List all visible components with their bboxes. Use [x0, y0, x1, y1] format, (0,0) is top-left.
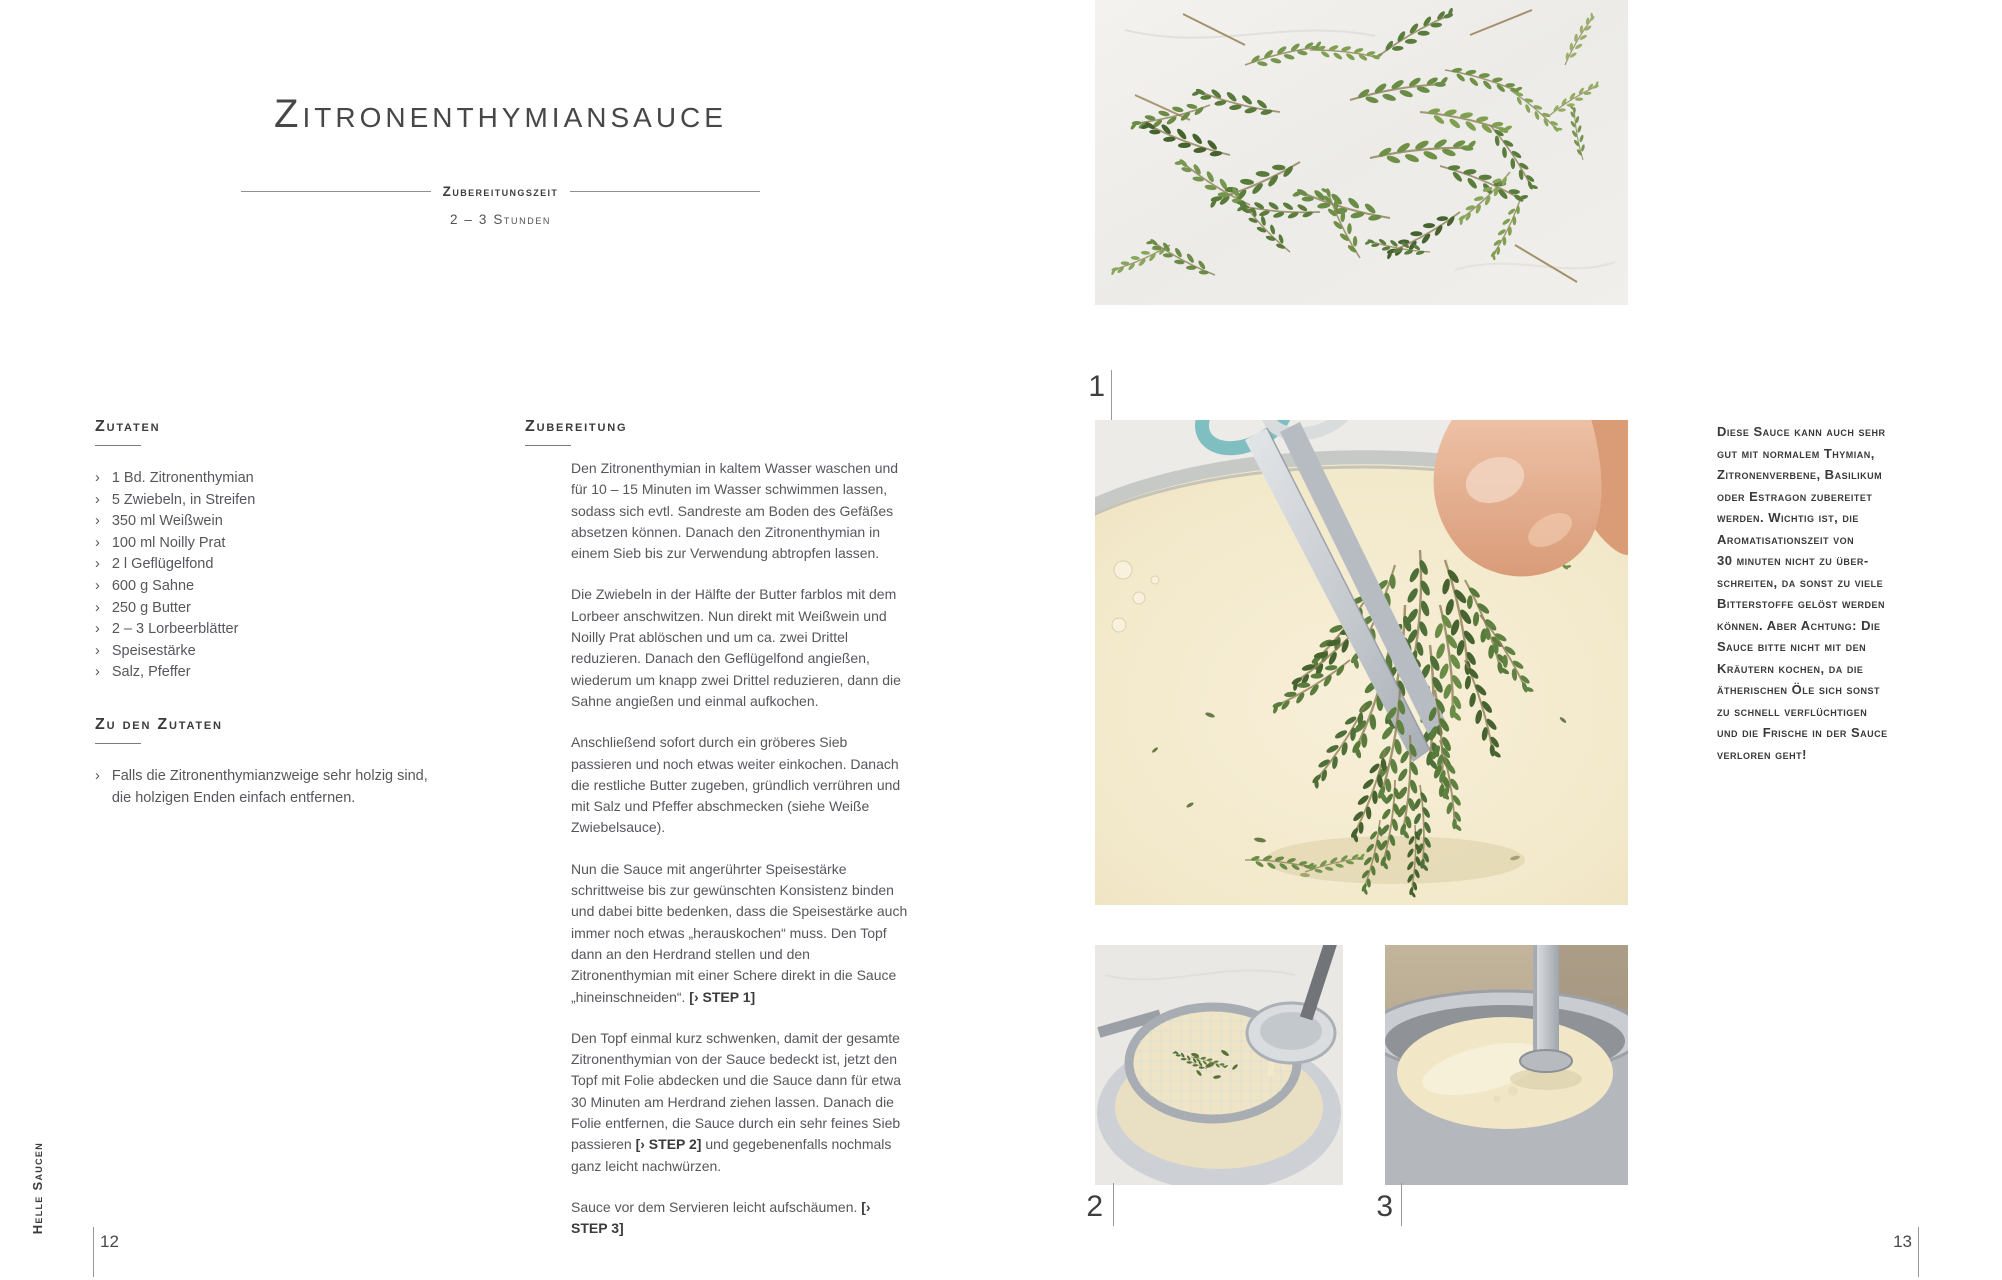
ingredients-heading: Zutaten — [95, 418, 161, 435]
heading-rule — [95, 445, 141, 446]
ingredients-section — [95, 418, 475, 684]
photo-step-label-2: 2 — [1086, 1190, 1103, 1223]
page-right — [1001, 0, 2002, 1280]
bullet-glyph: › — [95, 664, 100, 681]
preparation-section — [525, 418, 920, 1237]
bullet-glyph: › — [95, 513, 100, 530]
preparation-paragraph — [571, 458, 909, 564]
list-item — [95, 641, 475, 663]
list-item — [95, 468, 475, 490]
margin-note-line: und die Frische in der Sauce — [1717, 725, 1888, 740]
photo-cutting-thyme-into-sauce — [1095, 420, 1628, 905]
preparation-paragraph — [571, 1028, 909, 1177]
list-item — [95, 662, 475, 684]
item-text: 2 – 3 Lorbeerblätter — [111, 621, 239, 638]
preparation-paragraph — [571, 584, 909, 712]
item-text: Speisestärke — [111, 642, 196, 659]
photo-step-label-1: 1 — [1088, 370, 1105, 403]
preparation-paragraphs — [571, 458, 909, 1260]
bullet-glyph: › — [95, 491, 100, 508]
paragraph-text: Den Zitronenthymian in kaltem Wasser waschen und für 10 – 15 Minuten im Wasser schwimmen lassen, sodass sich evtl. Sandreste am Boden des Gefäßes absetzen können. Danach den Zitronenthymian in einem Sieb bis zur Verwendung abtropfen lassen. — [571, 460, 899, 562]
item-text: 100 ml Noilly Prat — [111, 534, 226, 551]
photo-blending-svg — [1385, 945, 1628, 1185]
heading-rule — [95, 743, 141, 744]
margin-note-line: schreiten, da sonst zu viele — [1717, 574, 1884, 590]
photo-cutting-svg — [1095, 420, 1628, 905]
item-text: 5 Zwiebeln, in Streifen — [111, 491, 256, 508]
list-item — [95, 511, 475, 533]
bullet-glyph: › — [95, 577, 100, 594]
margin-note-line: zu schnell verflüchtigen — [1717, 703, 1868, 719]
preparation-paragraph — [571, 859, 909, 1008]
bullet-glyph: › — [95, 599, 100, 616]
margin-note-line: können. Aber Achtung: Die — [1717, 617, 1881, 633]
list-item — [95, 576, 475, 598]
ingredient-notes-heading: Zu den Zutaten — [95, 716, 223, 733]
margin-note-line: Bitterstoffe gelöst werden — [1717, 596, 1885, 611]
list-item — [95, 533, 475, 555]
step-reference: [› STEP 3] — [571, 1198, 871, 1237]
item-text: 350 ml Weißwein — [111, 513, 223, 530]
margin-note-line: Sauce bitte nicht mit den — [1717, 639, 1867, 654]
preparation-heading: Zubereitung — [525, 418, 628, 435]
margin-note-line: Kräutern kochen, da die — [1717, 660, 1864, 676]
item-text: 2 l Geflügelfond — [111, 556, 214, 573]
item-text: 1 Bd. Zitronenthymian — [111, 470, 254, 486]
recipe-title: Zitronenthymiansauce — [274, 92, 727, 136]
margin-note-line: gut mit normalem Thymian, — [1717, 445, 1875, 461]
margin-note — [1717, 421, 1888, 765]
step-label-rule-1 — [1111, 370, 1112, 420]
page-number-rule — [93, 1227, 94, 1277]
ingredients-list — [95, 468, 475, 684]
decorative-rule-right — [570, 191, 760, 192]
preparation-paragraph — [571, 1197, 909, 1240]
margin-note-line: werden. Wichtig ist, die — [1717, 510, 1859, 525]
ingredient-notes-list — [95, 766, 490, 809]
list-item — [95, 490, 475, 512]
decorative-rule-left — [241, 191, 431, 192]
item-text: Salz, Pfeffer — [111, 664, 191, 681]
item-text: 250 g Butter — [111, 599, 191, 616]
step-reference: [› STEP 2] — [635, 1136, 702, 1153]
page-number-right: 13 — [1893, 1232, 1912, 1251]
paragraph-text: und gegebenenfalls nochmals ganz leicht nachwürzen. — [571, 1136, 892, 1174]
list-item — [95, 766, 447, 809]
chapter-label: Helle Saucen — [30, 1142, 45, 1235]
item-text: 600 g Sahne — [111, 577, 195, 594]
margin-note-line: Zitronenverbene, Basilikum — [1717, 467, 1883, 482]
margin-note-line: verloren geht! — [1717, 746, 1807, 762]
margin-note-line: ätherischen Öle sich sonst — [1717, 682, 1880, 697]
bullet-glyph: › — [95, 556, 100, 573]
ingredient-notes-section — [95, 716, 490, 809]
margin-note-line: oder Estragon zubereitet — [1717, 488, 1873, 504]
blender-bell — [1520, 1050, 1572, 1072]
photo-straining-svg — [1095, 945, 1343, 1185]
page-number-left: 12 — [100, 1232, 119, 1251]
photo-step-label-3: 3 — [1376, 1190, 1393, 1223]
photo-thyme-bunch — [1095, 0, 1628, 305]
bullet-glyph: › — [95, 768, 100, 784]
page-number-rule — [1918, 1227, 1919, 1277]
preparation-paragraph — [571, 732, 909, 838]
photo-blending-sauce — [1385, 945, 1628, 1185]
step-reference: [› STEP 1] — [689, 988, 756, 1005]
prep-time-block — [0, 184, 1001, 199]
paragraph-text: Die Zwiebeln in der Hälfte der Butter farblos mit dem Lorbeer anschwitzen. Nun direkt mit Weißwein und Noilly Prat ablöschen und um ca. zwei Drittel reduzieren. Danach den Geflügelfond angießen, wiederum um knapp zwei Drittel reduzieren, dann die Sahne angießen und einmal aufkochen. — [571, 586, 901, 709]
prep-time-label: Zubereitungszeit — [442, 184, 559, 199]
prep-time-value: 2 – 3 Stunden — [449, 212, 552, 227]
margin-note-line: Aromatisationszeit von — [1717, 531, 1855, 547]
heading-rule — [525, 445, 571, 446]
step-label-rule-3 — [1401, 1183, 1402, 1226]
paragraph-text: Nun die Sauce mit angerührter Speisestärke schrittweise bis zur gewünschten Konsistenz binden und dabei bitte bedenken, dass die Speisestärke auch immer noch etwas „herauskochen“ muss. Den Topf dann an den Herdrand stellen und den Zitronenthymian mit einer Schere direkt in die Sauce „hineinschneiden“. — [571, 860, 908, 1005]
list-item — [95, 619, 475, 641]
paragraph-text: Den Topf einmal kurz schwenken, damit der gesamte Zitronenthymian von der Sauce bedeckt ist, jetzt den Topf mit Folie abdecken und die Sauce dann für etwa 30 Minuten am Herdrand ziehen lassen. Danach die Folie entfernen, die Sauce durch ein sehr feines Sieb passieren — [571, 1029, 901, 1153]
step-label-rule-2 — [1113, 1183, 1114, 1226]
bullet-glyph: › — [95, 534, 100, 551]
margin-note-line: Diese Sauce kann auch sehr — [1717, 424, 1886, 439]
bullet-glyph: › — [95, 621, 100, 638]
bullet-glyph: › — [95, 642, 100, 659]
item-text: Falls die Zitronenthymianzweige sehr holzig sind, die holzigen Enden einfach entfernen. — [111, 768, 428, 806]
photo-thyme-bunch-svg — [1095, 0, 1628, 305]
margin-note-line: 30 minuten nicht zu über- — [1717, 553, 1869, 568]
paragraph-text: Sauce vor dem Servieren leicht aufschäumen. — [571, 1198, 862, 1215]
list-item — [95, 554, 475, 576]
bullet-glyph: › — [95, 470, 100, 486]
list-item — [95, 598, 475, 620]
photo-straining-sauce — [1095, 945, 1343, 1185]
paragraph-text: Anschließend sofort durch ein gröberes Sieb passieren und noch etwas weiter einkochen. Danach die restliche Butter zugeben, gründlich verrühren und mit Salz und Pfeffer abschmecken (siehe Weiße Zwiebelsauce). — [571, 734, 901, 836]
